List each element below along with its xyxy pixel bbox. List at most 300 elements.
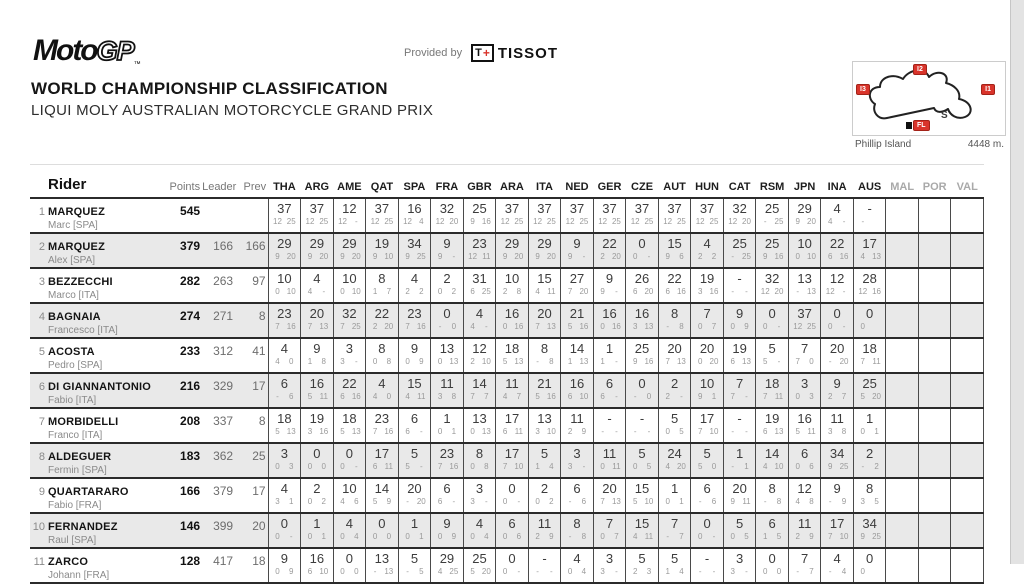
race-total: 31 bbox=[472, 271, 487, 286]
sub-points: - bbox=[680, 392, 683, 401]
race-result-cell bbox=[561, 548, 594, 583]
race-result-cell bbox=[788, 233, 821, 268]
sub-points: 2 bbox=[665, 392, 670, 401]
sub-points: 6 bbox=[437, 497, 443, 506]
rider-line1 bbox=[30, 447, 162, 465]
race-sprint-race-points bbox=[854, 216, 886, 226]
race-result-cell bbox=[333, 198, 366, 233]
sub-points: 7 bbox=[763, 392, 768, 401]
race-result-cell bbox=[301, 443, 334, 478]
rider-line1 bbox=[30, 202, 162, 220]
race-sprint-race-points bbox=[756, 566, 788, 576]
sub-points: - bbox=[647, 252, 651, 261]
sub-points: 4 bbox=[354, 532, 359, 541]
race-result-cell bbox=[463, 303, 496, 338]
race-total: 0 bbox=[345, 551, 354, 566]
sub-points: 2 bbox=[405, 287, 410, 296]
race-result-cell bbox=[463, 233, 496, 268]
sub-points: 6 bbox=[763, 427, 768, 436]
future-race-cell-val bbox=[951, 338, 984, 373]
race-sprint-race-points bbox=[659, 496, 691, 506]
race-total: 4 bbox=[833, 201, 841, 216]
rider-firstname-nation: Franco [ITA] bbox=[48, 430, 103, 441]
rider-line1 bbox=[30, 237, 162, 255]
sub-points: 1 bbox=[451, 427, 457, 436]
rider-position: 10 bbox=[32, 521, 45, 533]
race-total: 9 bbox=[735, 306, 744, 321]
race-total: 11 bbox=[570, 411, 584, 426]
race-result-cell bbox=[301, 303, 334, 338]
sub-points: 11 bbox=[742, 497, 751, 506]
race-total: 9 bbox=[313, 341, 321, 356]
sub-points: 6 bbox=[828, 252, 833, 261]
sub-points: 0 bbox=[600, 532, 605, 541]
race-sprint-race-points bbox=[691, 286, 723, 296]
points-cell: 233 bbox=[180, 344, 201, 358]
race-sprint-race-points bbox=[724, 251, 756, 261]
race-total: 24 bbox=[667, 446, 682, 461]
table-row bbox=[30, 338, 984, 373]
race-result-cell bbox=[463, 478, 496, 513]
sub-points: 12 bbox=[598, 217, 608, 226]
window-edge-strip bbox=[1010, 0, 1024, 564]
race-sprint-race-points bbox=[691, 391, 723, 401]
sub-points: 7 bbox=[405, 322, 410, 331]
race-result-cell bbox=[788, 548, 821, 583]
race-sprint-race-points bbox=[626, 566, 658, 576]
sub-points: 8 bbox=[321, 357, 326, 366]
race-total: 25 bbox=[764, 201, 780, 216]
race-result-cell bbox=[301, 548, 334, 583]
future-race-cell-mal bbox=[886, 233, 919, 268]
sub-points: 0 bbox=[502, 532, 508, 541]
race-total: 5 bbox=[638, 551, 646, 566]
race-result-cell bbox=[496, 233, 529, 268]
future-race-cell-val bbox=[951, 548, 984, 583]
gap-to-prev-cell: 20 bbox=[252, 519, 266, 533]
race-sprint-race-points bbox=[366, 566, 398, 576]
sub-points: 4 bbox=[275, 357, 280, 366]
race-total: 7 bbox=[670, 516, 679, 531]
sub-points: - bbox=[763, 217, 767, 226]
sub-points: 13 bbox=[872, 252, 881, 261]
race-total: 13 bbox=[374, 551, 390, 566]
sub-points: 0 bbox=[275, 532, 280, 541]
race-result-cell bbox=[268, 408, 301, 443]
sub-points: 11 bbox=[319, 392, 328, 401]
rider-surname: BAGNAIA bbox=[48, 311, 101, 323]
sub-points: 6 bbox=[470, 287, 475, 296]
race-total: 32 bbox=[439, 201, 455, 216]
race-total: 16 bbox=[407, 201, 422, 216]
race-result-cell bbox=[821, 408, 854, 443]
race-total: 1 bbox=[670, 481, 679, 496]
race-total: 8 bbox=[768, 481, 776, 496]
sector-marker-i2: I2 bbox=[913, 64, 927, 75]
sub-points: 0 bbox=[776, 567, 782, 576]
rider-cell bbox=[30, 233, 162, 268]
sub-points: 12 bbox=[533, 217, 543, 226]
sub-points: 0 bbox=[340, 287, 345, 296]
race-result-cell bbox=[366, 548, 399, 583]
sub-points: 4 bbox=[535, 287, 540, 296]
race-total: 20 bbox=[732, 481, 747, 496]
race-total: 0 bbox=[833, 306, 841, 321]
sub-points: - bbox=[485, 322, 488, 331]
race-result-cell bbox=[561, 233, 594, 268]
race-total: 5 bbox=[703, 446, 711, 461]
sub-points: - bbox=[731, 462, 735, 471]
race-result-cell bbox=[658, 268, 691, 303]
race-result-cell bbox=[301, 268, 334, 303]
race-sprint-race-points bbox=[821, 251, 853, 261]
sub-points: 20 bbox=[449, 217, 459, 226]
race-total: 8 bbox=[670, 306, 679, 321]
race-sprint-race-points bbox=[366, 391, 398, 401]
race-result-cell bbox=[658, 408, 691, 443]
sub-points: 9 bbox=[275, 252, 280, 261]
race-sprint-race-points bbox=[789, 251, 821, 261]
race-sprint-race-points bbox=[366, 356, 398, 366]
race-sprint-race-points bbox=[659, 426, 691, 436]
race-sprint-race-points bbox=[399, 356, 431, 366]
sub-points: 10 bbox=[514, 462, 524, 471]
race-total: 10 bbox=[504, 271, 520, 286]
race-total: 22 bbox=[374, 306, 390, 321]
race-result-cell bbox=[593, 373, 626, 408]
sub-points: 25 bbox=[742, 252, 751, 261]
race-result-cell bbox=[398, 408, 431, 443]
race-total: 37 bbox=[537, 201, 552, 216]
sub-points: 0 bbox=[405, 357, 410, 366]
race-sprint-race-points bbox=[561, 461, 593, 471]
sub-points: 20 bbox=[481, 567, 491, 576]
points-cell: 146 bbox=[180, 519, 201, 533]
race-total: 0 bbox=[313, 446, 321, 461]
race-total: 3 bbox=[573, 446, 581, 461]
sub-points: 2 bbox=[828, 392, 833, 401]
race-total: 2 bbox=[670, 376, 679, 391]
future-race-cell-mal bbox=[886, 198, 919, 233]
race-total: 37 bbox=[504, 201, 520, 216]
race-total: 16 bbox=[602, 306, 617, 321]
race-total: 12 bbox=[829, 271, 845, 286]
race-total: - bbox=[737, 271, 742, 286]
gap-to-prev-cell: 17 bbox=[252, 484, 266, 498]
sub-points: 16 bbox=[579, 322, 589, 331]
sub-points: 0 bbox=[632, 462, 638, 471]
race-total: 11 bbox=[440, 376, 454, 391]
sub-points: 16 bbox=[546, 392, 556, 401]
sub-points: 10 bbox=[807, 252, 816, 261]
race-sprint-race-points bbox=[301, 321, 333, 331]
race-total: 5 bbox=[670, 551, 679, 566]
sub-points: 4 bbox=[841, 567, 847, 576]
race-result-cell bbox=[431, 408, 464, 443]
sub-points: 2 bbox=[711, 252, 717, 261]
sub-points: - bbox=[452, 497, 456, 506]
sub-points: 9 bbox=[405, 252, 410, 261]
race-sprint-race-points bbox=[626, 461, 658, 471]
sub-points: 0 bbox=[275, 567, 280, 576]
sub-points: 0 bbox=[321, 462, 326, 471]
sub-points: 0 bbox=[763, 322, 768, 331]
points-cell: 128 bbox=[180, 554, 201, 568]
sub-points: 0 bbox=[795, 462, 800, 471]
sub-points: 5 bbox=[874, 497, 879, 506]
race-result-cell bbox=[626, 373, 659, 408]
race-sprint-race-points bbox=[594, 356, 626, 366]
race-result-cell bbox=[301, 198, 334, 233]
race-result-cell bbox=[431, 478, 464, 513]
sub-points: 2 bbox=[874, 462, 879, 471]
sub-points: 9 bbox=[841, 497, 847, 506]
sub-points: 2 bbox=[321, 497, 326, 506]
race-total: 22 bbox=[829, 236, 845, 251]
race-sprint-race-points bbox=[626, 391, 658, 401]
race-result-cell bbox=[821, 478, 854, 513]
rider-surname: MARQUEZ bbox=[48, 241, 106, 253]
sub-points: 9 bbox=[600, 287, 605, 296]
race-total: 20 bbox=[699, 341, 715, 356]
sub-points: 5 bbox=[632, 497, 638, 506]
sub-points: 16 bbox=[839, 252, 849, 261]
race-total: 4 bbox=[410, 271, 419, 286]
race-result-cell bbox=[496, 478, 529, 513]
sub-points: 20 bbox=[807, 217, 816, 226]
sub-points: - bbox=[536, 357, 539, 366]
race-result-cell bbox=[788, 338, 821, 373]
race-total: 18 bbox=[504, 341, 520, 356]
sub-points: 7 bbox=[502, 462, 508, 471]
sub-points: 9 bbox=[744, 322, 749, 331]
sub-points: 4 bbox=[795, 497, 800, 506]
race-sprint-race-points bbox=[789, 356, 821, 366]
sub-points: 20 bbox=[644, 287, 654, 296]
tissot-wordmark: TISSOT bbox=[497, 44, 559, 62]
sub-points: 16 bbox=[644, 357, 654, 366]
race-total: 22 bbox=[602, 236, 617, 251]
sub-points: 8 bbox=[516, 287, 522, 296]
sub-points: - bbox=[354, 462, 358, 471]
race-total: 17 bbox=[504, 411, 520, 426]
sub-points: 12 bbox=[305, 217, 315, 226]
rider-line1 bbox=[30, 552, 162, 570]
race-result-cell bbox=[593, 513, 626, 548]
race-result-cell bbox=[593, 443, 626, 478]
race-result-cell bbox=[561, 408, 594, 443]
race-sprint-race-points bbox=[821, 391, 853, 401]
race-result-cell bbox=[626, 478, 659, 513]
sub-points: - bbox=[276, 392, 279, 401]
race-total: 2 bbox=[443, 271, 451, 286]
race-total: 0 bbox=[443, 306, 451, 321]
sub-points: 4 bbox=[679, 567, 684, 576]
sub-points: 0 bbox=[307, 532, 313, 541]
sub-points: 1 bbox=[679, 497, 684, 506]
future-race-cell-mal bbox=[886, 478, 919, 513]
sub-points: 5 bbox=[535, 392, 540, 401]
race-sprint-race-points bbox=[399, 391, 431, 401]
race-total: 4 bbox=[378, 376, 386, 391]
sub-points: 2 bbox=[549, 497, 554, 506]
race-sprint-race-points bbox=[431, 321, 463, 331]
race-total: 6 bbox=[410, 411, 419, 426]
sub-points: 10 bbox=[351, 287, 361, 296]
rider-position: 1 bbox=[38, 206, 45, 218]
race-sprint-race-points bbox=[756, 286, 788, 296]
sub-points: - bbox=[322, 287, 326, 296]
sub-points: 13 bbox=[611, 497, 621, 506]
race-total: 10 bbox=[797, 236, 812, 251]
race-result-cell bbox=[723, 233, 756, 268]
race-result-cell bbox=[853, 303, 886, 338]
sub-points: 10 bbox=[774, 462, 784, 471]
race-sprint-race-points bbox=[464, 216, 496, 226]
sub-points: 13 bbox=[807, 287, 816, 296]
gap-to-leader-cell: 337 bbox=[213, 414, 234, 428]
sub-points: 0 bbox=[437, 357, 443, 366]
race-result-cell bbox=[821, 268, 854, 303]
sub-points: 9 bbox=[470, 217, 475, 226]
race-sprint-race-points bbox=[659, 531, 691, 541]
race-sprint-race-points bbox=[561, 496, 593, 506]
race-result-cell bbox=[431, 373, 464, 408]
race-total: 4 bbox=[313, 271, 321, 286]
sub-points: 3 bbox=[828, 427, 833, 436]
sub-points: 2 bbox=[372, 322, 378, 331]
sub-points: 25 bbox=[579, 217, 589, 226]
race-sprint-race-points bbox=[626, 251, 658, 261]
race-result-cell bbox=[496, 548, 529, 583]
race-result-cell bbox=[366, 268, 399, 303]
race-sprint-race-points bbox=[431, 566, 463, 576]
sub-points: 5 bbox=[679, 427, 684, 436]
race-sprint-race-points bbox=[854, 566, 886, 576]
sub-points: 12 bbox=[500, 217, 510, 226]
race-result-cell bbox=[366, 198, 399, 233]
race-sprint-race-points bbox=[529, 286, 561, 296]
sub-points: 8 bbox=[809, 497, 814, 506]
sub-points: - bbox=[568, 532, 572, 541]
race-result-cell bbox=[821, 513, 854, 548]
sub-points-empty bbox=[870, 217, 884, 226]
race-total: 9 bbox=[443, 516, 451, 531]
page-title: WORLD CHAMPIONSHIP CLASSIFICATION bbox=[31, 79, 388, 98]
race-result-cell bbox=[853, 443, 886, 478]
sub-points: 0 bbox=[275, 287, 280, 296]
rider-surname: BEZZECCHI bbox=[48, 276, 113, 288]
race-total: 6 bbox=[443, 481, 451, 496]
sub-points: 3 bbox=[535, 427, 540, 436]
race-result-cell bbox=[658, 513, 691, 548]
race-sprint-race-points bbox=[691, 461, 723, 471]
future-race-cell-por bbox=[918, 513, 951, 548]
race-sprint-race-points bbox=[789, 461, 821, 471]
sub-points: 25 bbox=[286, 217, 296, 226]
race-result-cell bbox=[756, 303, 789, 338]
race-sprint-race-points bbox=[464, 286, 496, 296]
race-sprint-race-points bbox=[854, 531, 886, 541]
sub-points: 1 bbox=[874, 427, 879, 436]
race-sprint-race-points bbox=[399, 496, 431, 506]
race-total: 10 bbox=[699, 376, 715, 391]
race-total: 4 bbox=[703, 236, 711, 251]
sub-points: 0 bbox=[354, 567, 359, 576]
race-total: 17 bbox=[699, 411, 715, 426]
race-total: 15 bbox=[634, 516, 650, 531]
race-total: 21 bbox=[537, 376, 552, 391]
sub-points: - bbox=[354, 357, 358, 366]
sub-points: 0 bbox=[372, 532, 378, 541]
race-result-cell bbox=[496, 338, 529, 373]
sub-points: 2 bbox=[632, 567, 638, 576]
future-race-cell-val bbox=[951, 198, 984, 233]
gap-to-leader-cell: 312 bbox=[213, 344, 234, 358]
race-total: 6 bbox=[768, 516, 776, 531]
sub-points: 20 bbox=[839, 357, 849, 366]
race-sprint-race-points bbox=[269, 321, 301, 331]
race-sprint-race-points bbox=[854, 356, 886, 366]
sub-points: 11 bbox=[417, 392, 426, 401]
race-result-cell bbox=[463, 513, 496, 548]
future-race-cell-val bbox=[951, 233, 984, 268]
race-result-cell bbox=[626, 408, 659, 443]
race-sprint-race-points bbox=[269, 496, 301, 506]
race-result-cell bbox=[821, 548, 854, 583]
sub-points: 0 bbox=[632, 252, 638, 261]
race-total: 9 bbox=[605, 271, 614, 286]
future-race-cell-por bbox=[918, 338, 951, 373]
race-sprint-race-points bbox=[594, 321, 626, 331]
sub-points: 5 bbox=[860, 392, 865, 401]
race-sprint-race-points bbox=[269, 251, 301, 261]
sub-points: 12 bbox=[273, 217, 282, 226]
race-sprint-race-points bbox=[756, 321, 788, 331]
sub-points: 6 bbox=[307, 567, 313, 576]
gap-to-leader-cell: 399 bbox=[213, 519, 234, 533]
race-result-cell bbox=[301, 513, 334, 548]
race-total: 0 bbox=[345, 446, 354, 461]
race-result-cell bbox=[593, 233, 626, 268]
gap-to-leader-cell: 379 bbox=[213, 484, 234, 498]
sub-points: 3 bbox=[437, 392, 443, 401]
sub-points: 0 bbox=[340, 567, 345, 576]
race-sprint-race-points bbox=[431, 286, 463, 296]
sub-points: - bbox=[517, 497, 521, 506]
sub-points: 25 bbox=[546, 217, 556, 226]
gap-to-prev-cell: 41 bbox=[252, 344, 266, 358]
sub-points: 5 bbox=[419, 567, 424, 576]
rider-line1 bbox=[30, 342, 162, 360]
sub-points: 9 bbox=[437, 252, 443, 261]
race-total: 14 bbox=[472, 376, 487, 391]
race-total: 25 bbox=[634, 341, 650, 356]
sub-points: 16 bbox=[709, 287, 719, 296]
sub-points: 9 bbox=[809, 532, 814, 541]
race-result-cell bbox=[853, 478, 886, 513]
race-result-cell bbox=[756, 443, 789, 478]
sub-points: 7 bbox=[795, 357, 800, 366]
race-result-cell bbox=[691, 233, 724, 268]
race-result-cell bbox=[626, 198, 659, 233]
race-sprint-race-points bbox=[496, 426, 528, 436]
sub-points: 10 bbox=[384, 252, 394, 261]
race-sprint-race-points bbox=[854, 461, 886, 471]
race-result-cell bbox=[853, 373, 886, 408]
future-race-cell-val bbox=[951, 268, 984, 303]
sub-points: - bbox=[796, 287, 800, 296]
